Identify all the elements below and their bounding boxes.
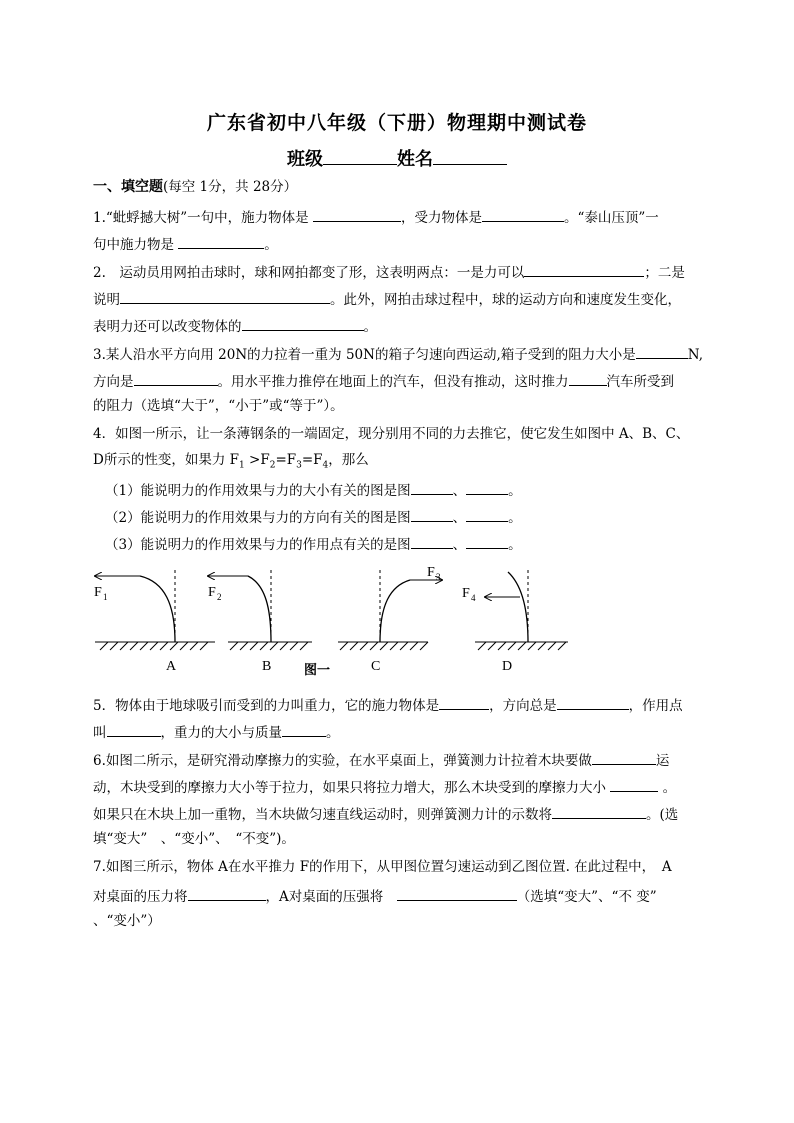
question-2-line-2 — [93, 288, 713, 309]
question-4-sub-1 — [105, 479, 725, 500]
q2-text: 。此外，网拍击球过程中，球的运动方向和速度发生变化， — [330, 292, 681, 308]
panel-label-b: B — [262, 659, 272, 674]
q5-text: 。 — [326, 725, 340, 741]
figure-panel-c — [338, 565, 442, 674]
question-4-sub-2 — [105, 506, 725, 527]
q5-text: ，作用点 — [628, 698, 683, 714]
q4-blank-1[interactable] — [411, 479, 453, 495]
q6-blank-3[interactable] — [552, 803, 646, 819]
figure-panel-b — [208, 570, 312, 674]
q6-text: 动，木块受到的摩擦力大小等于拉力，如果只将拉力增大，那么木块受到的摩擦力大小 — [93, 780, 611, 796]
q7-blank-1[interactable] — [188, 885, 266, 901]
q5-text: ，方向总是 — [489, 698, 557, 714]
q4-text: >F — [244, 452, 270, 468]
question-3-line-2 — [93, 370, 713, 391]
q6-text: 。(选 — [646, 807, 679, 823]
name-blank[interactable] — [433, 149, 507, 165]
q4-text: 。 — [508, 537, 522, 553]
q4-text: ，那么 — [328, 452, 369, 468]
q2-text: 表明力还可以改变物体的 — [93, 319, 242, 335]
q4-blank-5[interactable] — [411, 533, 453, 549]
question-6-line-2 — [93, 776, 713, 797]
q7-text: ，A对桌面的压强将 — [265, 889, 397, 905]
q2-blank-1[interactable] — [524, 261, 644, 277]
q4-text: 、 — [452, 537, 467, 553]
question-5-line-1 — [93, 694, 713, 715]
q3-text: 汽车所受到 — [606, 374, 674, 390]
question-6-line-1 — [93, 749, 713, 770]
q6-text: 。 — [658, 780, 677, 796]
q2-text: 说明 — [93, 292, 120, 308]
question-3-line-1 — [93, 343, 713, 364]
subscript: 2 — [217, 592, 222, 602]
q4-blank-3[interactable] — [411, 506, 453, 522]
student-info-line — [0, 145, 794, 171]
q2-blank-2[interactable] — [120, 288, 330, 304]
question-7-line-2 — [93, 885, 713, 906]
question-4-sub-3 — [105, 533, 725, 554]
q5-text: 5．物体由于地球吸引而受到的力叫重力，它的施力物体是 — [93, 698, 440, 714]
question-6-line-4: 填“变大” 、“变小”、 “不变”)。 — [93, 831, 295, 847]
q5-text: ，重力的大小与质量 — [160, 725, 282, 741]
subscript: 1 — [103, 592, 108, 602]
figure-panel-a — [94, 570, 215, 674]
q4-text: =F — [301, 452, 323, 468]
question-4-line-1: 4．如图一所示，让一条薄钢条的一端固定，现分别用不同的力去推它，使它发生如图中 A、B、C、 — [93, 426, 690, 442]
q7-text: 对桌面的压力将 — [93, 889, 188, 905]
q4-text: 。 — [508, 510, 522, 526]
question-1-line-2 — [93, 233, 713, 254]
q4-text: （3）能说明力的作用效果与力的作用点有关的是图 — [105, 537, 411, 553]
q5-blank-3[interactable] — [107, 721, 161, 737]
q7-text: （选填“变大”、“不 变” — [516, 889, 657, 905]
question-2-line-3 — [93, 315, 713, 336]
q4-text: 、 — [452, 483, 467, 499]
q1-blank-2[interactable] — [482, 206, 564, 222]
q5-text: 叫 — [93, 725, 107, 741]
q1-text: 。 — [264, 237, 278, 253]
q4-blank-6[interactable] — [466, 533, 508, 549]
subscript: 3 — [436, 572, 441, 582]
q3-text: N, — [687, 347, 703, 363]
q1-text: 句中施力物是 — [93, 237, 179, 253]
force-label-f4: F — [462, 586, 470, 601]
class-label: 班级 — [287, 149, 323, 170]
class-blank[interactable] — [323, 149, 397, 165]
question-4-line-2 — [93, 451, 713, 475]
q1-blank-1[interactable] — [313, 206, 401, 222]
section-heading — [93, 178, 713, 196]
panel-label-d: D — [502, 659, 513, 674]
q3-text: 。用水平推力推停在地面上的汽车，但没有推动，这时推力 — [217, 374, 569, 390]
force-label-f3: F — [427, 565, 435, 580]
section-note: (每空 1分，共 28分） — [163, 179, 298, 195]
panel-label-c: C — [371, 659, 381, 674]
name-label: 姓名 — [397, 149, 433, 170]
question-6-line-3 — [93, 803, 713, 824]
question-7-line-3: 、“变小”） — [93, 913, 161, 929]
q2-text: 。 — [363, 319, 377, 335]
figure-caption: 图一 — [304, 662, 331, 677]
q6-text: 运 — [655, 753, 670, 769]
force-label-f2: F — [208, 585, 216, 600]
panel-label-a: A — [166, 659, 177, 674]
force-label-f1: F — [94, 585, 102, 600]
q6-blank-1[interactable] — [592, 749, 656, 765]
q3-blank-1[interactable] — [636, 343, 688, 359]
subscript: 3 — [296, 460, 302, 471]
subscript: 4 — [471, 593, 476, 603]
figure-1-steel-strip — [80, 560, 580, 680]
q4-text: （1）能说明力的作用效果与力的大小有关的图是图 — [105, 483, 411, 499]
q6-blank-2[interactable] — [610, 776, 658, 792]
question-5-line-2 — [93, 721, 713, 742]
q4-text: （2）能说明力的作用效果与力的方向有关的图是图 — [105, 510, 411, 526]
q4-blank-4[interactable] — [466, 506, 508, 522]
section-title: 一、填空题 — [93, 179, 163, 195]
q4-text: D所示的性变，如果力 F — [93, 452, 239, 468]
subscript: 1 — [238, 460, 245, 471]
q3-blank-2[interactable] — [134, 370, 218, 386]
q2-blank-3[interactable] — [242, 315, 364, 331]
subscript: 2 — [269, 460, 276, 471]
q6-text: 如果只在木块上加一重物，当木块做匀速直线运动时，则弹簧测力计的示数将 — [93, 807, 552, 823]
q3-text: 方向是 — [93, 374, 134, 390]
q1-text: 1.“蚍蜉撼大树”一句中，施力物体是 — [93, 210, 313, 226]
question-7-line-1: 7.如图三所示，物体 A在水平推力 F的作用下，从甲图位置匀速运动到乙图位置. 在此过程中， A — [93, 859, 672, 875]
q3-text: 3.某人沿水平方向用 20N的力拉着一重为 50N的箱子匀速向西运动,箱子受到的阻力大小是 — [93, 347, 636, 363]
question-3-line-3: 的阻力（选填“大于”，“小于”或“等于”）。 — [93, 398, 344, 414]
q1-text: ，受力物体是 — [400, 210, 482, 226]
figure-panel-d — [462, 570, 568, 674]
q2-text: ；二是 — [644, 265, 685, 281]
q1-text: 。“泰山压顶”一 — [563, 210, 659, 226]
question-1-line-1 — [93, 206, 713, 227]
q7-blank-2[interactable] — [397, 885, 517, 901]
q2-text: 2. 运动员用网拍击球时，球和网拍都变了形，这表明两点：一是力可以 — [93, 265, 525, 281]
q5-blank-1[interactable] — [439, 694, 489, 710]
question-2-line-1 — [93, 261, 713, 282]
q4-blank-2[interactable] — [466, 479, 508, 495]
q4-text: =F — [275, 452, 297, 468]
q4-text: 。 — [508, 483, 522, 499]
q6-text: 6.如图二所示，是研究滑动摩擦力的实验，在水平桌面上，弹簧测力计拉着木块要做 — [93, 753, 592, 769]
subscript: 4 — [322, 460, 329, 471]
q1-blank-3[interactable] — [178, 233, 264, 249]
q3-blank-3[interactable] — [569, 370, 607, 386]
q5-blank-4[interactable] — [282, 721, 326, 737]
page-title: 广东省初中八年级（下册）物理期中测试卷 — [206, 112, 587, 134]
q4-text: 、 — [452, 510, 467, 526]
q5-blank-2[interactable] — [557, 694, 629, 710]
